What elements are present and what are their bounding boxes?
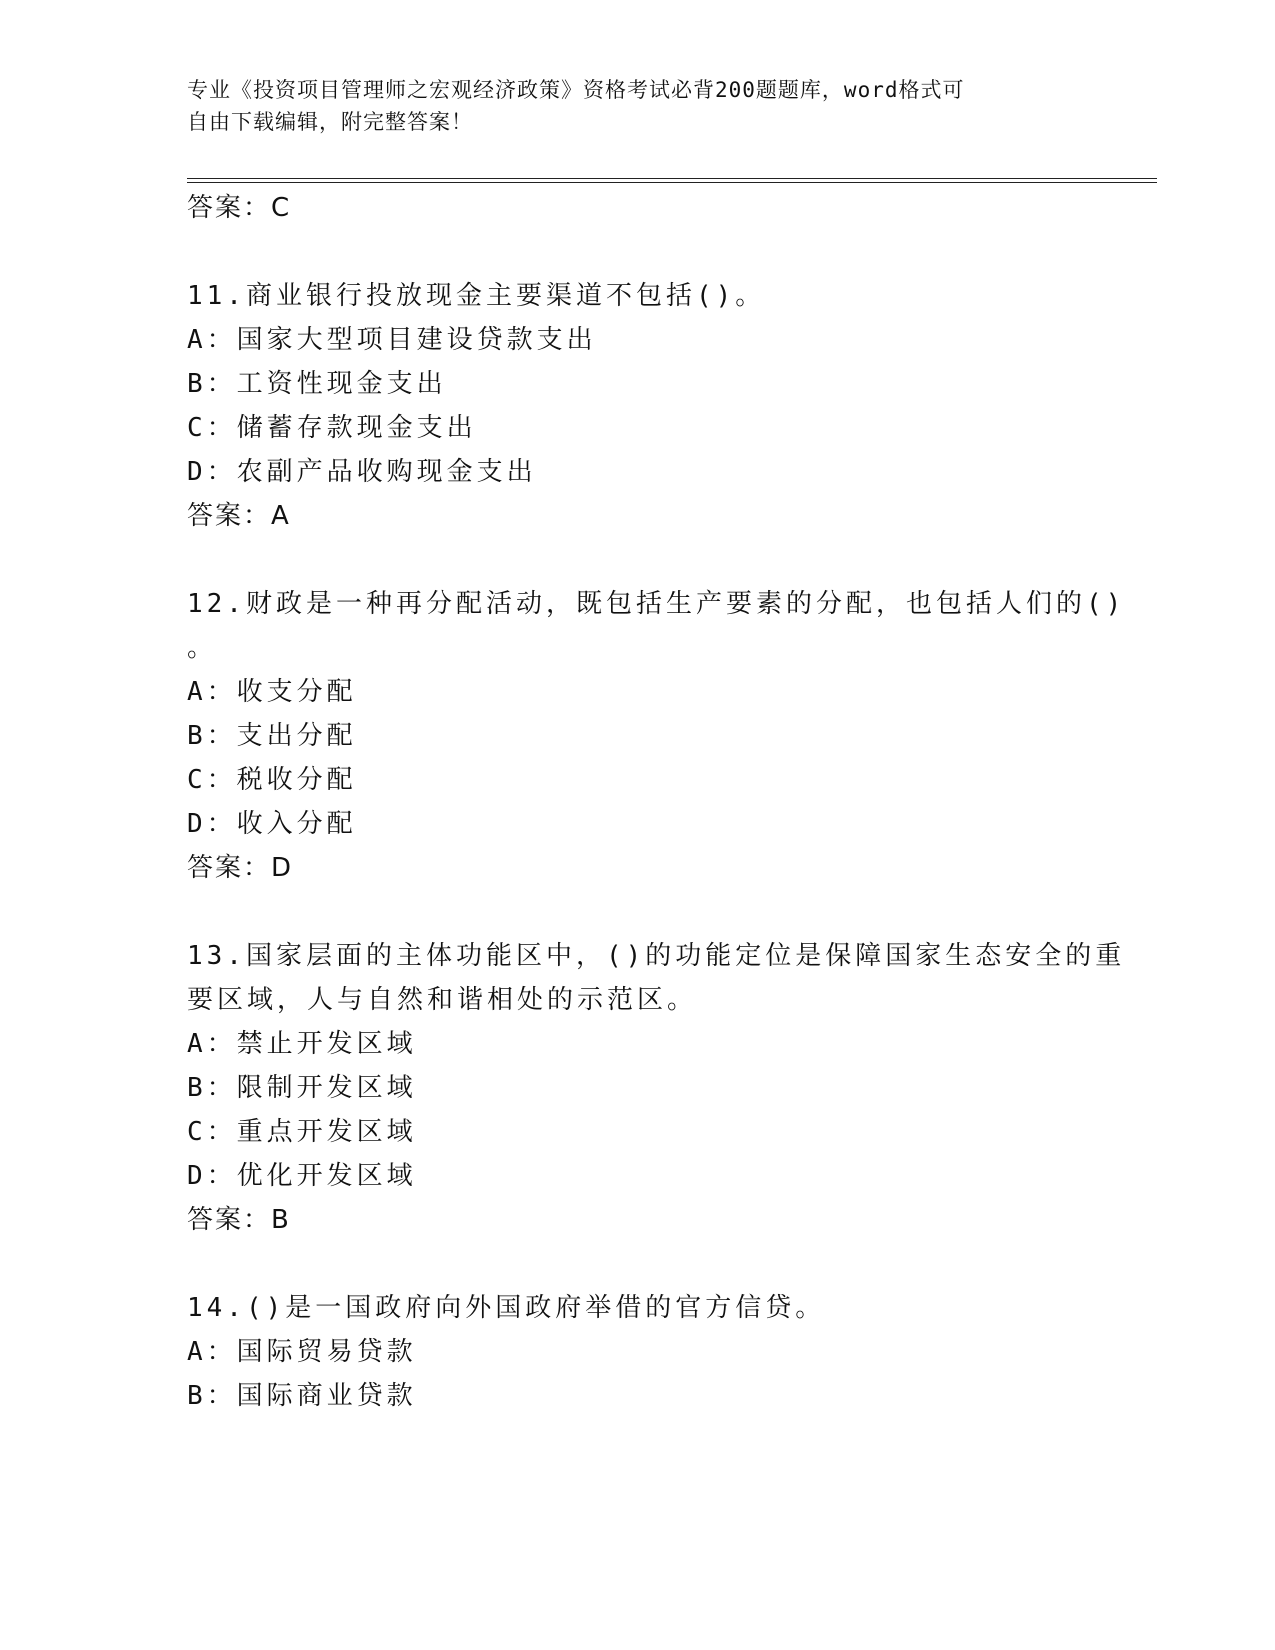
question-12-stem-line-1: 12.财政是一种再分配活动，既包括生产要素的分配，也包括人们的() (187, 589, 1126, 619)
header-divider-top (187, 178, 1157, 179)
question-13-option-b: B：限制开发区域 (187, 1073, 417, 1103)
header-divider-bottom (187, 182, 1157, 183)
question-13-stem-line-2: 要区域，人与自然和谐相处的示范区。 (187, 985, 698, 1015)
document-header (187, 74, 1067, 138)
previous-answer: 答案：C (187, 193, 292, 223)
question-11-stem: 11.商业银行投放现金主要渠道不包括()。 (187, 281, 766, 311)
question-11-answer: 答案：A (187, 501, 291, 531)
question-12-answer: 答案：D (187, 853, 294, 883)
question-11-option-a: A：国家大型项目建设贷款支出 (187, 325, 597, 355)
question-13-answer: 答案：B (187, 1205, 291, 1235)
header-line-2: 自由下载编辑，附完整答案！ (187, 110, 473, 134)
question-13-option-d: D：优化开发区域 (187, 1161, 417, 1191)
question-12-option-c: C：税收分配 (187, 765, 357, 795)
question-12-option-b: B：支出分配 (187, 721, 357, 751)
question-14-option-a: A：国际贸易贷款 (187, 1337, 417, 1367)
question-12-option-d: D：收入分配 (187, 809, 357, 839)
question-14-option-b: B：国际商业贷款 (187, 1381, 417, 1411)
question-14-stem: 14.()是一国政府向外国政府举借的官方信贷。 (187, 1293, 826, 1323)
question-13-option-a: A：禁止开发区域 (187, 1029, 417, 1059)
question-13-stem-line-1: 13.国家层面的主体功能区中，()的功能定位是保障国家生态安全的重 (187, 941, 1126, 971)
question-12-option-a: A：收支分配 (187, 677, 357, 707)
question-11-option-c: C：储蓄存款现金支出 (187, 413, 477, 443)
question-11-option-d: D：农副产品收购现金支出 (187, 457, 537, 487)
question-12-stem-line-2: 。 (187, 633, 218, 663)
question-13-option-c: C：重点开发区域 (187, 1117, 417, 1147)
question-11-option-b: B：工资性现金支出 (187, 369, 447, 399)
header-line-1: 专业《投资项目管理师之宏观经济政策》资格考试必背200题题库，word格式可 (187, 78, 965, 102)
